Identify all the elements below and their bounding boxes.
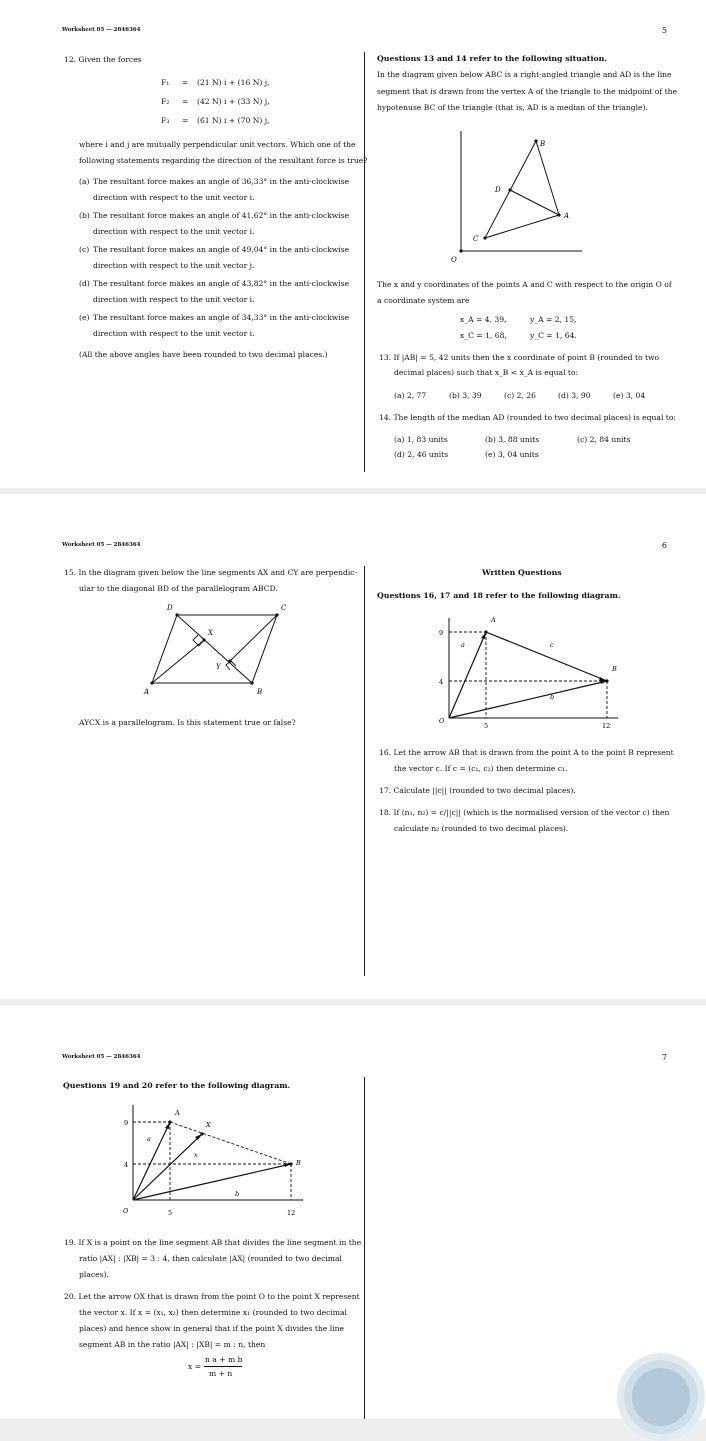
label-vector-c: c: [550, 641, 554, 649]
tick-x-12: 12: [287, 1209, 296, 1217]
tick-x-5: 5: [484, 722, 489, 730]
q19-line-1: 19. If X is a point on the line segment AB that divides the line segment in the: [64, 1238, 362, 1247]
formula-numerator: n a + m b: [205, 1355, 243, 1364]
right-angle-y: [226, 661, 236, 670]
q12-option-b-line2: direction with respect to the unit vector i.: [93, 227, 255, 236]
page-number: 7: [661, 1053, 667, 1062]
q12-note: (All the above angles have been rounded to two decimal places.): [79, 350, 328, 359]
vector-c: [486, 632, 607, 681]
q13-option-e: (e) 3, 04: [613, 391, 646, 400]
label-a: A: [491, 616, 496, 624]
tick-x-12: 12: [602, 722, 611, 730]
q12-option-b-line1: The resultant force makes an angle of 41,62° in the anti-clockwise: [93, 211, 350, 220]
force-1-rhs: (21 N) i + (16 N) j,: [197, 78, 270, 87]
q12-option-c-line2: direction with respect to the unit vector j.: [93, 261, 255, 270]
vector-diagram-19-20: [115, 1105, 310, 1225]
page-number: 6: [661, 541, 667, 550]
q19-line-2: ratio |AX| : |XB| = 3 : 4, then calculate |AX| (rounded to two decimal: [79, 1254, 342, 1263]
q16-18-heading: Questions 16, 17 and 18 refer to the following diagram.: [377, 591, 621, 600]
vector-x: [133, 1134, 202, 1200]
q12-option-e-line2: direction with respect to the unit vector i.: [93, 329, 255, 338]
point-d: [508, 188, 511, 191]
point-x: [200, 1132, 203, 1135]
page-number: 5: [661, 26, 667, 35]
q20-line-3: places) and hence show in general that if the point X divides the line: [79, 1324, 344, 1333]
force-3-lhs: F₃: [161, 116, 170, 125]
label-d: D: [495, 186, 501, 194]
label-a: A: [175, 1109, 180, 1117]
force-2-rhs: (42 N) i + (33 N) j,: [197, 97, 270, 106]
q12-option-e-label: (e): [79, 313, 90, 322]
page-header: Worksheet 05 — 2846364: [62, 1054, 141, 1060]
fraction-bar: [204, 1366, 242, 1367]
point-o: [459, 249, 462, 252]
point-y: [228, 659, 231, 662]
q19-line-3: places).: [79, 1270, 109, 1279]
page-7: [0, 1005, 706, 1419]
tick-y-4: 4: [124, 1161, 129, 1169]
q19-20-heading: Questions 19 and 20 refer to the following diagram.: [63, 1081, 291, 1090]
label-vector-b: b: [235, 1190, 240, 1198]
tick-y-4: 4: [439, 678, 444, 686]
q14-option-d: (d) 2, 46 units: [394, 450, 449, 459]
q14-option-a: (a) 1, 83 units: [394, 435, 448, 444]
q12-option-e-line1: The resultant force makes an angle of 34,33° in the anti-clockwise: [93, 313, 350, 322]
page-5: Worksheet 05 — 2846364 5 12. Given the forces F₁ = (21 N) i + (16 N) j, F₂ = (42 N) i + (33 N) j, F₃ = (61 N) i + (70 N) j, where i and j are mutually perpendicular unit vectors. Which one of the following statements regarding the direction of the resultant force is true? (a) The resultant force makes an angle of 36,33° in the anti-clockwise direction with respect to the unit vector i. (b) The resultant force makes an angle of 41,62° in the anti-clockwise direction with respect to the unit vector i. (c) The resultant force makes an angle of 49,04° in the anti-clockwise direction with respect to the unit vector j. (d) The resultant force makes an angle of 43,82° in the anti-clockwise direction with respect to the unit vector i. (e) The resultant force makes an angle of 34,33° in the anti-clockwise direction with respect to the unit vector i. (All the above angles have been rounded to two decimal places.) Questions 13 and 14 refer to the following situation. In the diagram given below ABC is a right-angled triangle and AD is the line segment that is drawn from the vertex A of the triangle to the midpoint of the hypotenuse BC of the triangle (that is, AD is a median of the triangle). B D A C O The x and y coordinates of the points A and C with respect to the origin O of a coordinate system are x_A = 4, 39, y_A = 2, 15, x_C = 1, 68, y_C = 1, 64. 13. If |AB| = 5, 42 units then the x coordinate of point B (rounded to two decimal places) such that x_B < x_A is equal to: (a) 2, 77 (b) 3, 39 (c) 2, 26 (d) 3, 90 (e) 3, 04 14. The length of the median AD (rounded to two decimal places) is equal to: (a) 1, 83 units (b) 3, 88 units (c) 2, 84 units (d) 2, 46 units (e) 3, 04 units: [0, 0, 706, 488]
label-b: B: [540, 140, 546, 148]
q17-stem: 17. Calculate ||c|| (rounded to two decimal places).: [379, 786, 576, 795]
formula-lhs: x =: [188, 1362, 202, 1371]
q12-where-1: where i and j are mutually perpendicular unit vectors. Which one of the: [79, 140, 356, 149]
point-b: [534, 139, 537, 142]
force-2-lhs: F₂: [161, 97, 170, 106]
label-vector-a: a: [461, 641, 465, 649]
q12-where-2: following statements regarding the direction of the resultant force is true?: [79, 156, 368, 165]
point-a: [484, 630, 487, 633]
q18-line-2: calculate n₂ (rounded to two decimal places).: [394, 824, 569, 833]
label-a: A: [564, 212, 570, 220]
label-y: Y: [216, 663, 221, 671]
column-divider: [364, 1077, 365, 1419]
tick-x-5: 5: [168, 1209, 173, 1217]
q13-option-a: (a) 2, 77: [394, 391, 427, 400]
page-6: [0, 494, 706, 999]
q13-14-intro-1: In the diagram given below ABC is a right-angled triangle and AD is the line: [377, 70, 672, 79]
page-header: Worksheet 05 — 2846364: [62, 542, 141, 548]
label-b: B: [612, 665, 617, 673]
q16-line-1: 16. Let the arrow AB that is drawn from the point A to the point B represent: [379, 748, 674, 757]
q12-option-d-line2: direction with respect to the unit vector i.: [93, 295, 255, 304]
point-b: [289, 1162, 292, 1165]
vector-a: [133, 1122, 170, 1200]
coord-xc: x_C = 1, 68,: [460, 331, 507, 340]
label-o: O: [123, 1207, 129, 1215]
point-d: [175, 613, 178, 616]
q13-line-2: decimal places) such that x_B < x_A is equal to:: [394, 368, 579, 377]
label-c: C: [281, 604, 287, 612]
q16-line-2: the vector c. If c = (c₁, c₂) then determine c₁.: [394, 764, 568, 773]
parallelogram-diagram: [140, 601, 300, 701]
label-vector-b: b: [550, 693, 555, 701]
q14-option-b: (b) 3, 88 units: [485, 435, 540, 444]
q14-option-c: (c) 2, 84 units: [577, 435, 631, 444]
label-b: B: [296, 1159, 301, 1167]
coord-ya: y_A = 2, 15,: [530, 315, 577, 324]
q12-option-b-label: (b): [79, 211, 90, 220]
coords-text-2: a coordinate system are: [377, 296, 470, 305]
point-x: [202, 638, 205, 641]
force-3-rhs: (61 N) i + (70 N) j,: [197, 116, 270, 125]
q20-line-4: segment AB in the ratio |AX| : |XB| = m : n, then: [79, 1340, 266, 1349]
vector-b: [133, 1164, 291, 1200]
q20-line-1: 20. Let the arrow OX that is drawn from the point O to the point X represent: [64, 1292, 360, 1301]
q13-line-1: 13. If |AB| = 5, 42 units then the x coordinate of point B (rounded to two: [379, 353, 660, 362]
vector-b: [449, 681, 607, 718]
point-a: [168, 1120, 171, 1123]
median-ad: [510, 190, 559, 215]
written-questions-title: Written Questions: [482, 568, 562, 577]
page-header: Worksheet 05 — 2846364: [62, 27, 141, 33]
label-d: D: [167, 604, 173, 612]
q12-option-d-label: (d): [79, 279, 90, 288]
q20-line-2: the vector x. If x = (x₁, x₂) then determine x₁ (rounded to two decimal: [79, 1308, 347, 1317]
coord-xa: x_A = 4, 39,: [460, 315, 507, 324]
point-c: [483, 236, 486, 239]
label-c: C: [473, 235, 479, 243]
vector-diagram-16-18: [430, 616, 625, 731]
q13-14-intro-3: hypotenuse BC of the triangle (that is, AD is a median of the triangle).: [377, 103, 648, 112]
label-a: A: [144, 688, 150, 696]
point-c: [275, 613, 278, 616]
coord-yc: y_C = 1, 64.: [530, 331, 577, 340]
label-x: X: [206, 1121, 211, 1129]
label-vector-a: a: [147, 1135, 151, 1143]
column-divider: [364, 52, 365, 472]
q12-option-c-line1: The resultant force makes an angle of 49,04° in the anti-clockwise: [93, 245, 350, 254]
q13-option-b: (b) 3, 39: [449, 391, 482, 400]
tick-y-9: 9: [124, 1119, 129, 1127]
q12-option-d-line1: The resultant force makes an angle of 43,82° in the anti-clockwise: [93, 279, 350, 288]
label-b: B: [257, 688, 263, 696]
label-x: X: [208, 629, 213, 637]
segment-cy: [230, 615, 277, 661]
q13-14-heading: Questions 13 and 14 refer to the following situation.: [377, 54, 608, 63]
point-a: [557, 213, 560, 216]
point-b: [250, 681, 253, 684]
q15-stem-2: ular to the diagonal BD of the parallelogram ABCD.: [79, 584, 278, 593]
label-vector-x: x: [194, 1151, 198, 1159]
q15-claim: AYCX is a parallelogram. Is this statement true or false?: [79, 718, 296, 727]
triangle-diagram: [440, 125, 590, 270]
formula-denominator: m + n: [209, 1369, 233, 1378]
q12-option-a-label: (a): [79, 177, 90, 186]
q14-stem: 14. The length of the median AD (rounded to two decimal places) is equal to:: [379, 413, 676, 422]
floating-scroll-button[interactable]: [617, 1353, 705, 1441]
label-o: O: [451, 256, 457, 264]
diagonal-bd: [177, 615, 252, 683]
coords-text-1: The x and y coordinates of the points A and C with respect to the origin O of: [377, 280, 672, 289]
tick-y-9: 9: [439, 629, 444, 637]
q13-option-c: (c) 2, 26: [504, 391, 536, 400]
q12-option-a-line2: direction with respect to the unit vector i.: [93, 193, 255, 202]
force-1-lhs: F₁: [161, 78, 170, 87]
q12-stem: 12. Given the forces: [64, 55, 142, 64]
q12-option-a-line1: The resultant force makes an angle of 36,33° in the anti-clockwise: [93, 177, 350, 186]
vector-a: [449, 632, 486, 718]
q14-option-e: (e) 3, 04 units: [485, 450, 539, 459]
column-divider: [364, 566, 365, 976]
q13-option-d: (d) 3, 90: [558, 391, 591, 400]
point-b: [605, 679, 608, 682]
label-o: O: [439, 717, 445, 725]
q12-option-c-label: (c): [79, 245, 90, 254]
q13-14-intro-2: segment that is drawn from the vertex A of the triangle to the midpoint of the: [377, 87, 678, 96]
segment-ab: [170, 1122, 291, 1164]
q18-line-1: 18. If (n₁, n₂) = c/||c|| (which is the normalised version of the vector c) then: [379, 808, 670, 817]
point-a: [150, 681, 153, 684]
q15-stem-1: 15. In the diagram given below the line segments AX and CY are perpendic-: [64, 568, 358, 577]
